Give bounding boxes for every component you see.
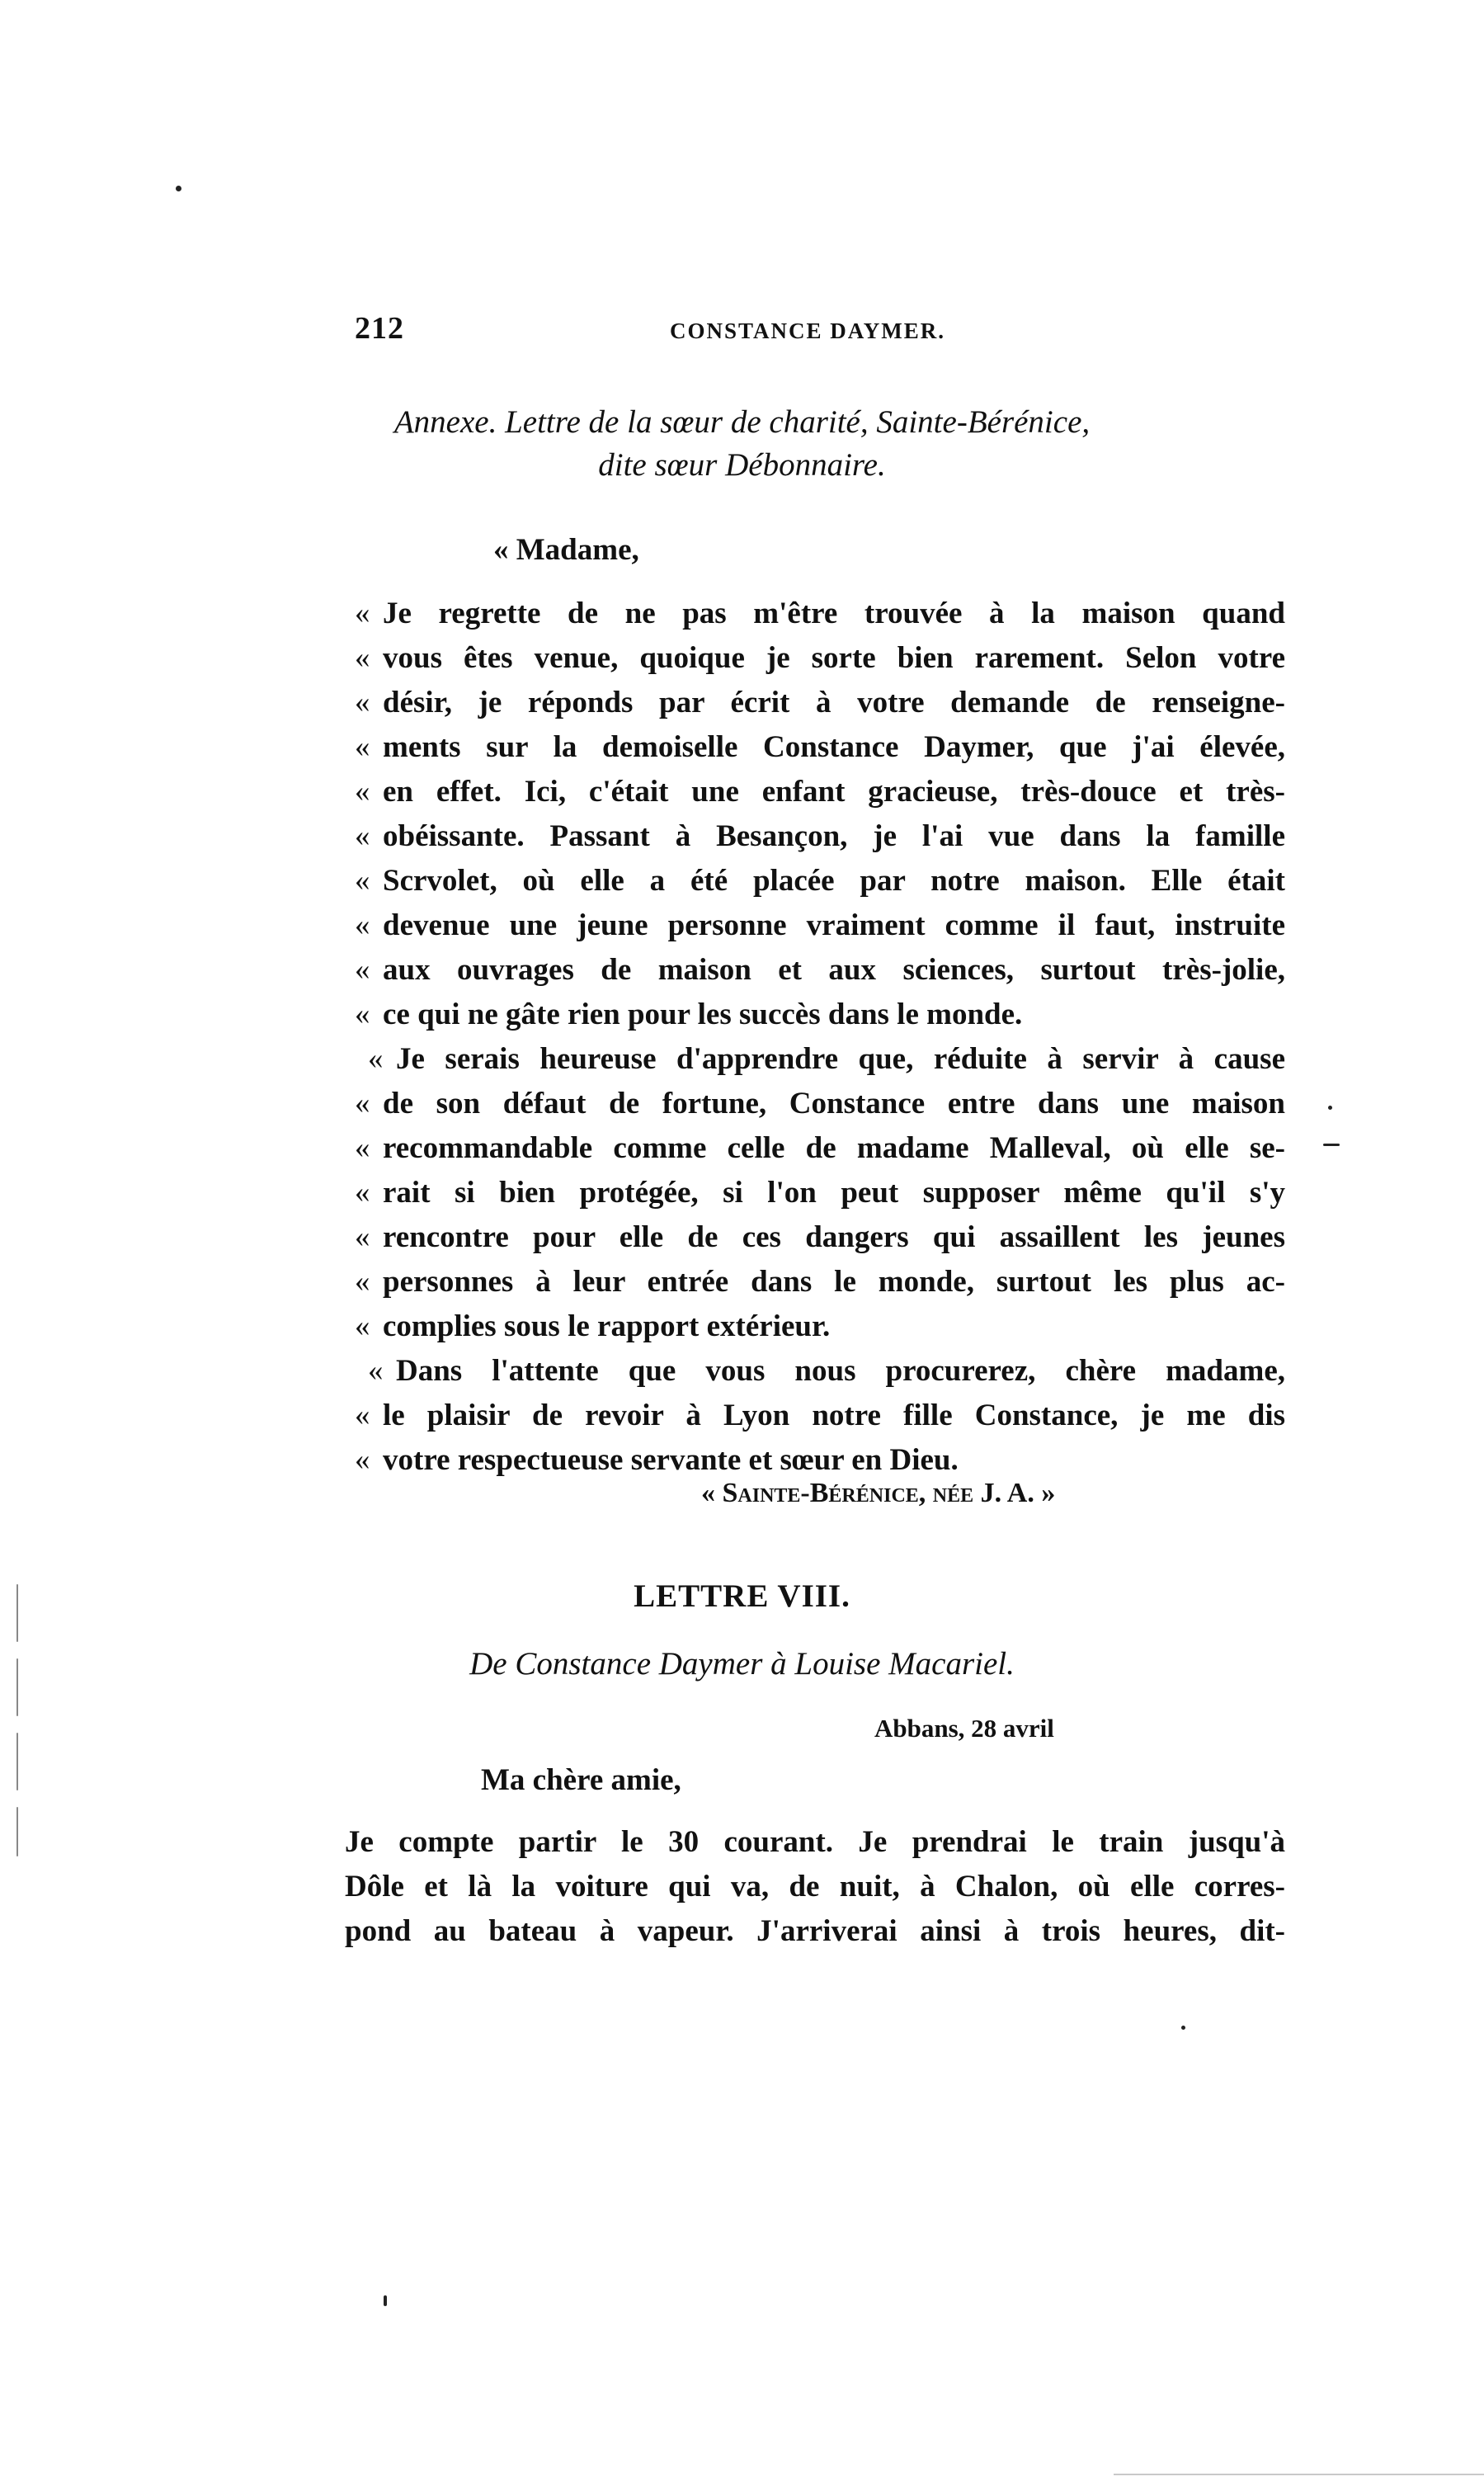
quoted-line: « Scrvolet, où elle a été placée par notre maison. Elle était xyxy=(355,864,1285,898)
quoted-line: « personnes à leur entrée dans le monde, surtout les plus ac- xyxy=(355,1265,1285,1299)
quoted-line: « en effet. Ici, c'était une enfant gracieuse, très-douce et très- xyxy=(355,775,1285,809)
quoted-line: « Je serais heureuse d'apprendre que, réduite à servir à cause xyxy=(368,1042,1285,1076)
quoted-line: « rencontre pour elle de ces dangers qui assaillent les jeunes xyxy=(355,1220,1285,1254)
body-line: pond au bateau à vapeur. J'arriverai ainsi à trois heures, dit- xyxy=(345,1914,1285,1948)
quoted-line: « Dans l'attente que vous nous procurerez, chère madame, xyxy=(368,1354,1285,1388)
signature: « Sainte-Bérénice, née J. A. » xyxy=(701,1478,1056,1508)
quoted-line: « obéissante. Passant à Besançon, je l'ai vue dans la famille xyxy=(355,819,1285,853)
quoted-line: « rait si bien protégée, si l'on peut supposer même qu'il s'y xyxy=(355,1176,1285,1210)
quoted-line: « votre respectueuse servante et sœur en Dieu. xyxy=(355,1443,959,1477)
letter-title: LETTRE VIII. xyxy=(634,1578,850,1614)
scan-speck xyxy=(16,1584,18,1642)
letter-subtitle: De Constance Daymer à Louise Macariel. xyxy=(469,1646,1015,1682)
letter-salutation: Ma chère amie, xyxy=(481,1763,681,1797)
quoted-line: « ments sur la demoiselle Constance Daymer, que j'ai élevée, xyxy=(355,730,1285,764)
running-title: CONSTANCE DAYMER. xyxy=(670,318,946,343)
quoted-line: « ce qui ne gâte rien pour les succès dans le monde. xyxy=(355,998,1023,1031)
quoted-line: « complies sous le rapport extérieur. xyxy=(355,1309,831,1343)
scan-speck xyxy=(1181,2026,1185,2030)
scan-speck xyxy=(16,1807,18,1856)
quoted-letter-salutation: « Madame, xyxy=(493,533,639,567)
body-line: Dôle et là la voiture qui va, de nuit, à Chalon, où elle corres- xyxy=(345,1870,1285,1903)
scan-speck xyxy=(1323,1144,1340,1146)
quoted-line: « Je regrette de ne pas m'être trouvée à la maison quand xyxy=(355,597,1285,630)
annex-heading-line-1: Annexe. Lettre de la sœur de charité, Sainte-Bérénice, xyxy=(393,404,1091,440)
quoted-line: « le plaisir de revoir à Lyon notre fille Constance, je me dis xyxy=(355,1399,1285,1432)
scan-speck xyxy=(176,186,181,191)
dateline: Abbans, 28 avril xyxy=(874,1714,1054,1743)
scan-speck xyxy=(1328,1106,1332,1110)
scan-speck xyxy=(16,1733,18,1790)
body-line: Je compte partir le 30 courant. Je prendrai le train jusqu'à xyxy=(345,1825,1285,1859)
page-header xyxy=(355,310,949,351)
quoted-line: « recommandable comme celle de madame Malleval, où elle se- xyxy=(355,1131,1285,1165)
quoted-line: « vous êtes venue, quoique je sorte bien rarement. Selon votre xyxy=(355,641,1285,675)
quoted-line: « aux ouvrages de maison et aux sciences, surtout très-jolie, xyxy=(355,953,1285,987)
page-number: 212 xyxy=(355,311,404,346)
annex-heading-line-2: dite sœur Débonnaire. xyxy=(598,447,886,483)
scan-speck xyxy=(16,1658,18,1716)
quoted-line: « désir, je réponds par écrit à votre demande de renseigne- xyxy=(355,686,1285,719)
quoted-line: « devenue une jeune personne vraiment comme il faut, instruite xyxy=(355,908,1285,942)
scan-speck xyxy=(384,2295,387,2306)
quoted-line: « de son défaut de fortune, Constance entre dans une maison xyxy=(355,1087,1285,1120)
bottom-rule xyxy=(1114,2474,1484,2475)
